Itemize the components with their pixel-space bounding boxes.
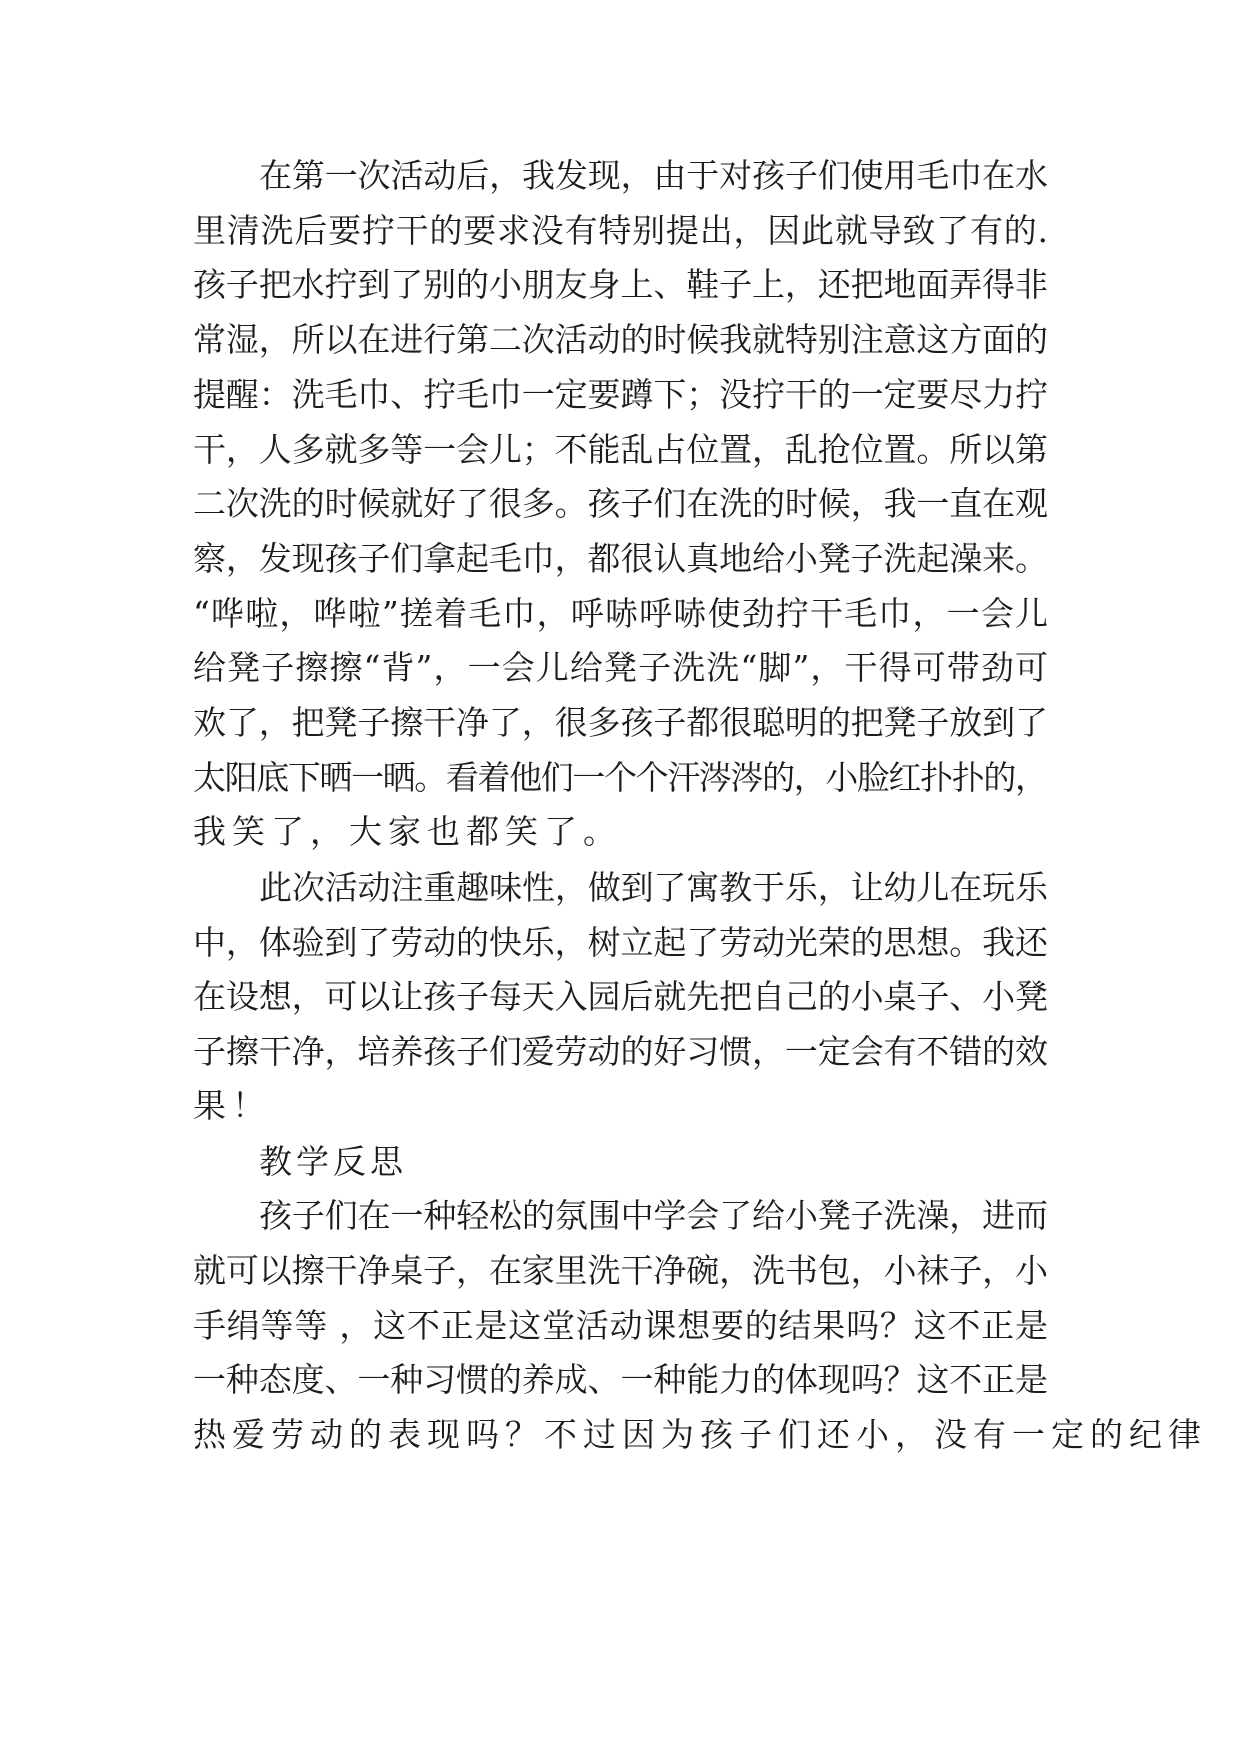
text-line: 子擦干净，培养孩子们爱劳动的好习惯，一定会有不错的效: [193, 1032, 1048, 1071]
text-line: 二次洗的时候就好了很多。孩子们在洗的时候，我一直在观: [193, 484, 1048, 523]
text-line: 孩子把水拧到了别的小朋友身上、鞋子上，还把地面弄得非: [193, 265, 1048, 304]
text-line: 常湿，所以在进行第二次活动的时候我就特别注意这方面的: [193, 320, 1048, 359]
text-line: 果！: [193, 1086, 271, 1125]
text-line: 在设想，可以让孩子每天入园后就先把自己的小桌子、小凳: [193, 977, 1048, 1016]
text-line: 给凳子擦擦“背”，一会儿给凳子洗洗“脚”，干得可带劲可: [193, 648, 1050, 687]
text-line: 我笑了，大家也都笑了。: [193, 812, 622, 851]
text-line: 中，体验到了劳动的快乐，树立起了劳动光荣的思想。我还: [193, 923, 1048, 962]
text-line: “哗啦，哗啦”搓着毛巾，呼哧呼哧使劲拧干毛巾，一会儿: [193, 594, 1050, 633]
text-line: 欢了，把凳子擦干净了，很多孩子都很聪明的把凳子放到了: [193, 703, 1048, 742]
text-line: 提醒：洗毛巾、拧毛巾一定要蹲下；没拧干的一定要尽力拧: [193, 375, 1048, 414]
text-line: 孩子们在一种轻松的氛围中学会了给小凳子洗澡，进而: [259, 1196, 1048, 1235]
text-line: 就可以擦干净桌子，在家里洗干净碗，洗书包，小袜子，小: [193, 1251, 1048, 1290]
text-line: 干，人多就多等一会儿；不能乱占位置，乱抢位置。所以第: [193, 430, 1048, 469]
text-line: 手绢等等 ，这不正是这堂活动课想要的结果吗？这不正是: [193, 1306, 1049, 1345]
text-line: 此次活动注重趣味性，做到了寓教于乐，让幼儿在玩乐: [259, 868, 1048, 907]
text-line: 一种态度、一种习惯的养成、一种能力的体现吗？这不正是: [193, 1360, 1048, 1399]
heading-text: 教学反思: [259, 1142, 407, 1181]
text-line: 在第一次活动后，我发现，由于对孩子们使用毛巾在水: [259, 156, 1048, 195]
text-line: 热爱劳动的表现吗？不过因为孩子们还小，没有一定的纪律: [193, 1415, 1207, 1454]
text-line: 太阳底下晒一晒。看着他们一个个汗涔涔的，小脸红扑扑的，: [193, 758, 1047, 797]
text-line: 察，发现孩子们拿起毛巾，都很认真地给小凳子洗起澡来。: [193, 539, 1048, 578]
text-line: 里清洗后要拧干的要求没有特别提出，因此就导致了有的.: [193, 211, 1049, 250]
